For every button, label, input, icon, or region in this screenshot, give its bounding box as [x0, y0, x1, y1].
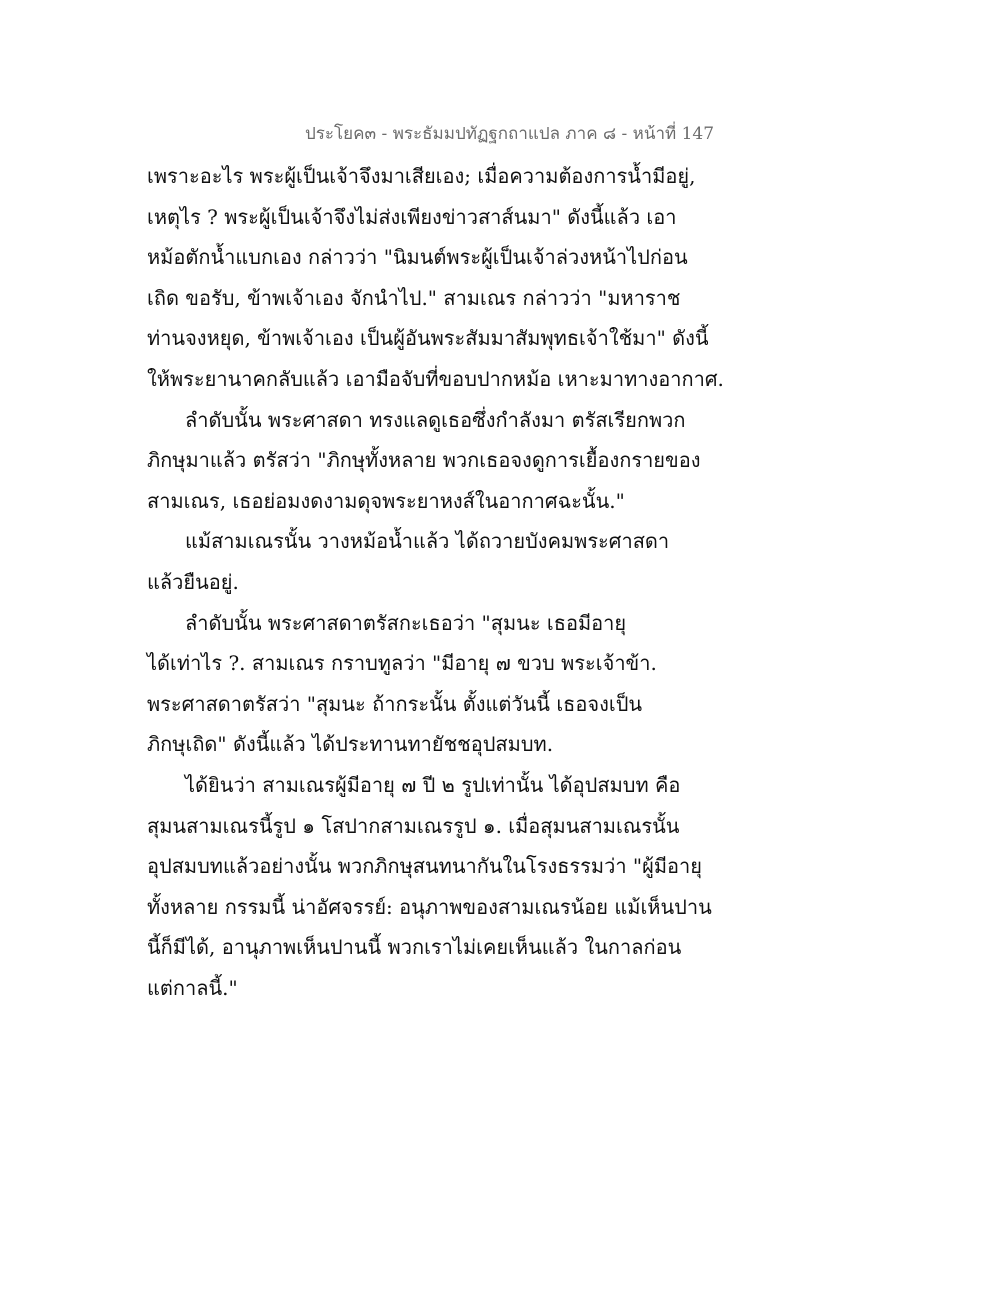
text-line: อุปสมบทแล้วอย่างนั้น พวกภิกษุสนทนากันในโรงธรรมว่า "ผู้มีอายุ — [147, 854, 702, 879]
text-line: สามเณร, เธอย่อมงดงามดุจพระยาหงส์ในอากาศฉะนั้น." — [147, 488, 625, 513]
running-header: ประโยค๓ - พระธัมมปทัฏฐกถาแปล ภาค ๘ - หน้าที่ 147 — [305, 124, 715, 144]
text-line: แต่กาลนี้." — [147, 975, 238, 1000]
text-line: ภิกษุเถิด" ดังนี้แล้ว ได้ประทานทายัชชอุปสมบท. — [147, 732, 554, 757]
paragraph-first-line: ได้ยินว่า สามเณรผู้มีอายุ ๗ ปี ๒ รูปเท่านั้น ได้อุปสมบท คือ — [185, 772, 681, 797]
text-line: พระศาสดาตรัสว่า "สุมนะ ถ้ากระนั้น ตั้งแต่วันนี้ เธอจงเป็น — [147, 691, 643, 716]
text-line: เหตุไร ? พระผู้เป็นเจ้าจึงไม่ส่งเพียงข่าวสาส์นมา" ดังนี้แล้ว เอา — [147, 204, 677, 229]
paragraph-first-line: แม้สามเณรนั้น วางหม้อน้ำแล้ว ได้ถวายบังคมพระศาสดา — [185, 529, 670, 554]
text-line: ทั้งหลาย กรรมนี้ น่าอัศจรรย์: อนุภาพของสามเณรน้อย แม้เห็นปาน — [147, 894, 712, 919]
text-line: ได้เท่าไร ?. สามเณร กราบทูลว่า "มีอายุ ๗ ขวบ พระเจ้าข้า. — [147, 651, 657, 676]
text-line: แล้วยืนอยู่. — [147, 569, 239, 594]
text-line: หม้อตักน้ำแบกเอง กล่าวว่า "นิมนต์พระผู้เป็นเจ้าล่วงหน้าไปก่อน — [147, 245, 688, 270]
body-text — [147, 156, 727, 1008]
text-line: ท่านจงหยุด, ข้าพเจ้าเอง เป็นผู้อันพระสัมมาสัมพุทธเจ้าใช้มา" ดังนี้ — [147, 326, 709, 351]
text-line: ภิกษุมาแล้ว ตรัสว่า "ภิกษุทั้งหลาย พวกเธอจงดูการเยื้องกรายของ — [147, 448, 701, 473]
paragraph-first-line: ลำดับนั้น พระศาสดาตรัสกะเธอว่า "สุมนะ เธอมีอายุ — [185, 610, 627, 635]
paragraph-first-line: ลำดับนั้น พระศาสดา ทรงแลดูเธอซึ่งกำลังมา ตรัสเรียกพวก — [185, 407, 686, 432]
text-line: นี้ก็มีได้, อานุภาพเห็นปานนี้ พวกเราไม่เคยเห็นแล้ว ในกาลก่อน — [147, 935, 682, 960]
text-line: เพราะอะไร พระผู้เป็นเจ้าจึงมาเสียเอง; เมื่อความต้องการน้ำมีอยู่, — [147, 164, 696, 188]
text-line: ให้พระยานาคกลับแล้ว เอามือจับที่ขอบปากหม้อ เหาะมาทางอากาศ. — [147, 366, 724, 391]
text-line: สุมนสามเณรนี้รูป ๑ โสปากสามเณรรูป ๑. เมื่อสุมนสามเณรนั้น — [147, 813, 680, 838]
text-line: เถิด ขอรับ, ข้าพเจ้าเอง จักนำไป." สามเณร กล่าวว่า "มหาราช — [147, 285, 681, 310]
